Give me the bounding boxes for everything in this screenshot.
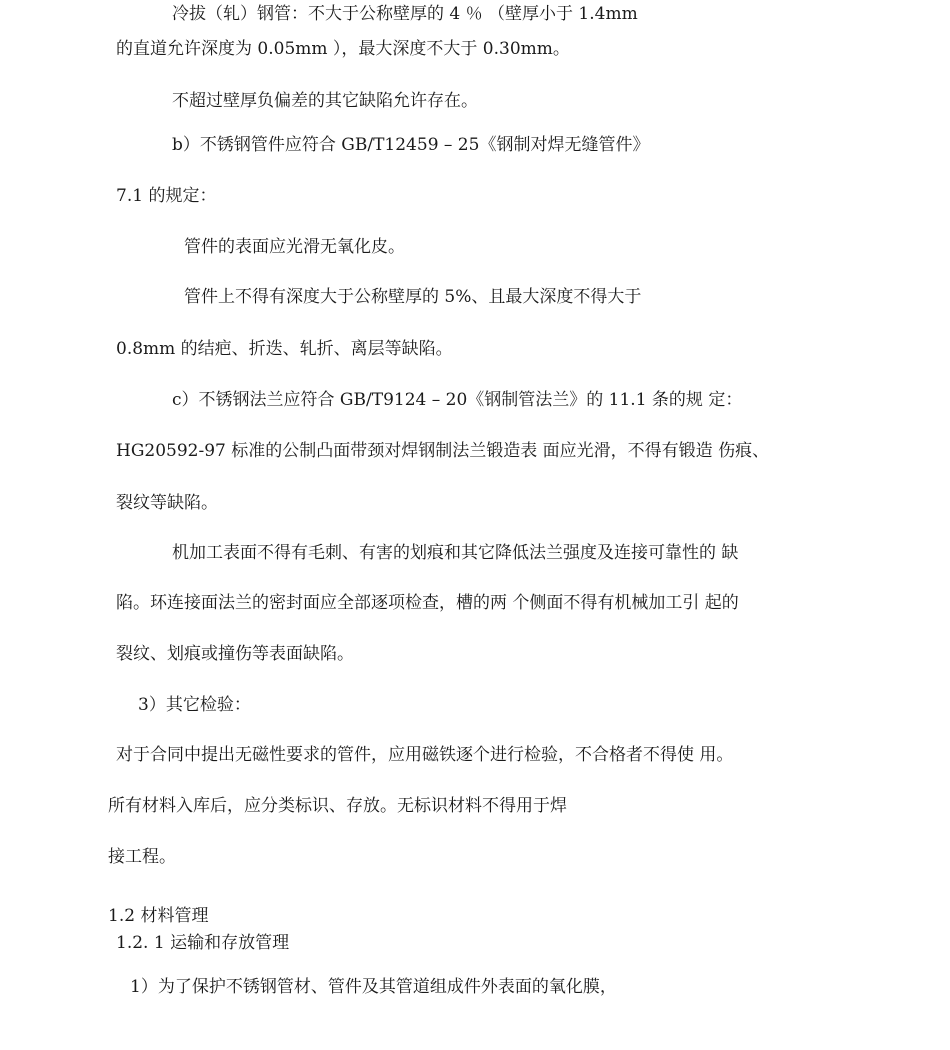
text-line: 裂纹、划痕或撞伤等表面缺陷。 <box>116 644 354 664</box>
text-line: 的直道允许深度为 0.05mm ），最大深度不大于 0.30mm。 <box>116 39 570 59</box>
text-line: 对于合同中提出无磁性要求的管件，应用磁铁逐个进行检验，不合格者不得使 用。 <box>116 745 734 765</box>
text-line: 冷拔（轧）钢管：不大于公称壁厚的 4 ％ （壁厚小于 1.4mm <box>172 4 638 24</box>
text-line: 接工程。 <box>108 847 176 867</box>
text-line: HG20592-97 标准的公制凸面带颈对焊钢制法兰锻造表 面应光滑，不得有锻造 伤痕、 <box>116 441 770 461</box>
text-line: 管件的表面应光滑无氧化皮。 <box>184 237 405 257</box>
text-line: 0.8mm 的结疤、折迭、轧折、离层等缺陷。 <box>116 339 453 359</box>
text-line: 7.1 的规定： <box>116 186 217 206</box>
text-line: 陷。环连接面法兰的密封面应全部逐项检查，槽的两 个侧面不得有机械加工引 起的 <box>116 593 739 613</box>
text-line: 所有材料入库后，应分类标识、存放。无标识材料不得用于焊 <box>108 796 567 816</box>
text-line: c）不锈钢法兰应符合 GB/T9124 – 20《钢制管法兰》的 11.1 条的规 定： <box>172 390 743 410</box>
text-line: 裂纹等缺陷。 <box>116 493 218 513</box>
section-heading: 1.2 材料管理 <box>108 906 209 926</box>
text-line: 不超过壁厚负偏差的其它缺陷允许存在。 <box>172 91 478 111</box>
text-line: 1）为了保护不锈钢管材、管件及其管道组成件外表面的氧化膜， <box>130 977 617 997</box>
subsection-heading: 1.2. 1 运输和存放管理 <box>116 933 290 953</box>
section-heading: 3）其它检验： <box>138 695 251 715</box>
text-line: b）不锈钢管件应符合 GB/T12459 – 25《钢制对焊无缝管件》 <box>172 135 650 155</box>
text-line: 管件上不得有深度大于公称壁厚的 5%、且最大深度不得大于 <box>184 287 642 307</box>
text-line: 机加工表面不得有毛刺、有害的划痕和其它降低法兰强度及连接可靠性的 缺 <box>172 543 739 563</box>
